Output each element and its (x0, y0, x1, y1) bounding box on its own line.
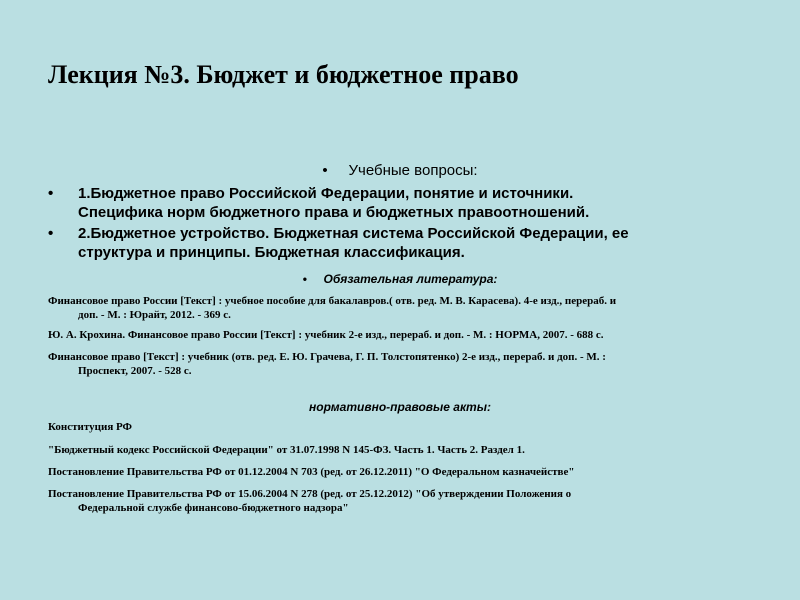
literature-item: Финансовое право [Текст] : учебник (отв. ред. Е. Ю. Грачева, Г. П. Толстопятенко) 2-е изд., перераб. и доп. - М. : Проспект, 2007. - 528 с. (48, 351, 606, 377)
act-item: "Бюджетный кодекс Российской Федерации" от 31.07.1998 N 145-ФЗ. Часть 1. Часть 2. Раздел 1. (48, 444, 525, 456)
act-item: Постановление Правительства РФ от 01.12.2004 N 703 (ред. от 26.12.2011) "О Федеральном казначействе" (48, 466, 575, 478)
bullet: • (322, 162, 328, 179)
literature-item: Финансовое право России [Текст] : учебное пособие для бакалавров.( отв. ред. М. В. Карасева). 4-е изд., перераб. и доп. - М. : Юрайт, 2012. - 369 с. (48, 295, 617, 321)
act-item: Конституция РФ (48, 421, 133, 433)
literature-item: Ю. А. Крохина. Финансовое право России [Текст] : учебник 2-е изд., перераб. и доп. - М. : НОРМА, 2007. - 688 с. (48, 329, 604, 341)
bullet: • (48, 185, 54, 202)
bullet: • (48, 225, 54, 242)
question-item: • 1.Бюджетное право Российской Федерации, понятие и источники. Специфика норм бюджетного права и бюджетных правоотношений. (48, 185, 590, 221)
act-item: Постановление Правительства РФ от 15.06.2004 N 278 (ред. от 25.12.2012) "Об утверждении Положения о Федеральной службе финансово-бюджетного надзора" (48, 488, 572, 514)
question-item: • 2.Бюджетное устройство. Бюджетная система Российской Федерации, ее структура и принципы. Бюджетная классификация. (48, 225, 629, 261)
acts-heading: нормативно-правовые акты: (309, 400, 491, 414)
slide-title: Лекция №3. Бюджет и бюджетное право (48, 60, 519, 89)
literature-heading: • Обязательная литература: (302, 272, 498, 286)
questions-heading: • Учебные вопросы: (322, 162, 478, 179)
